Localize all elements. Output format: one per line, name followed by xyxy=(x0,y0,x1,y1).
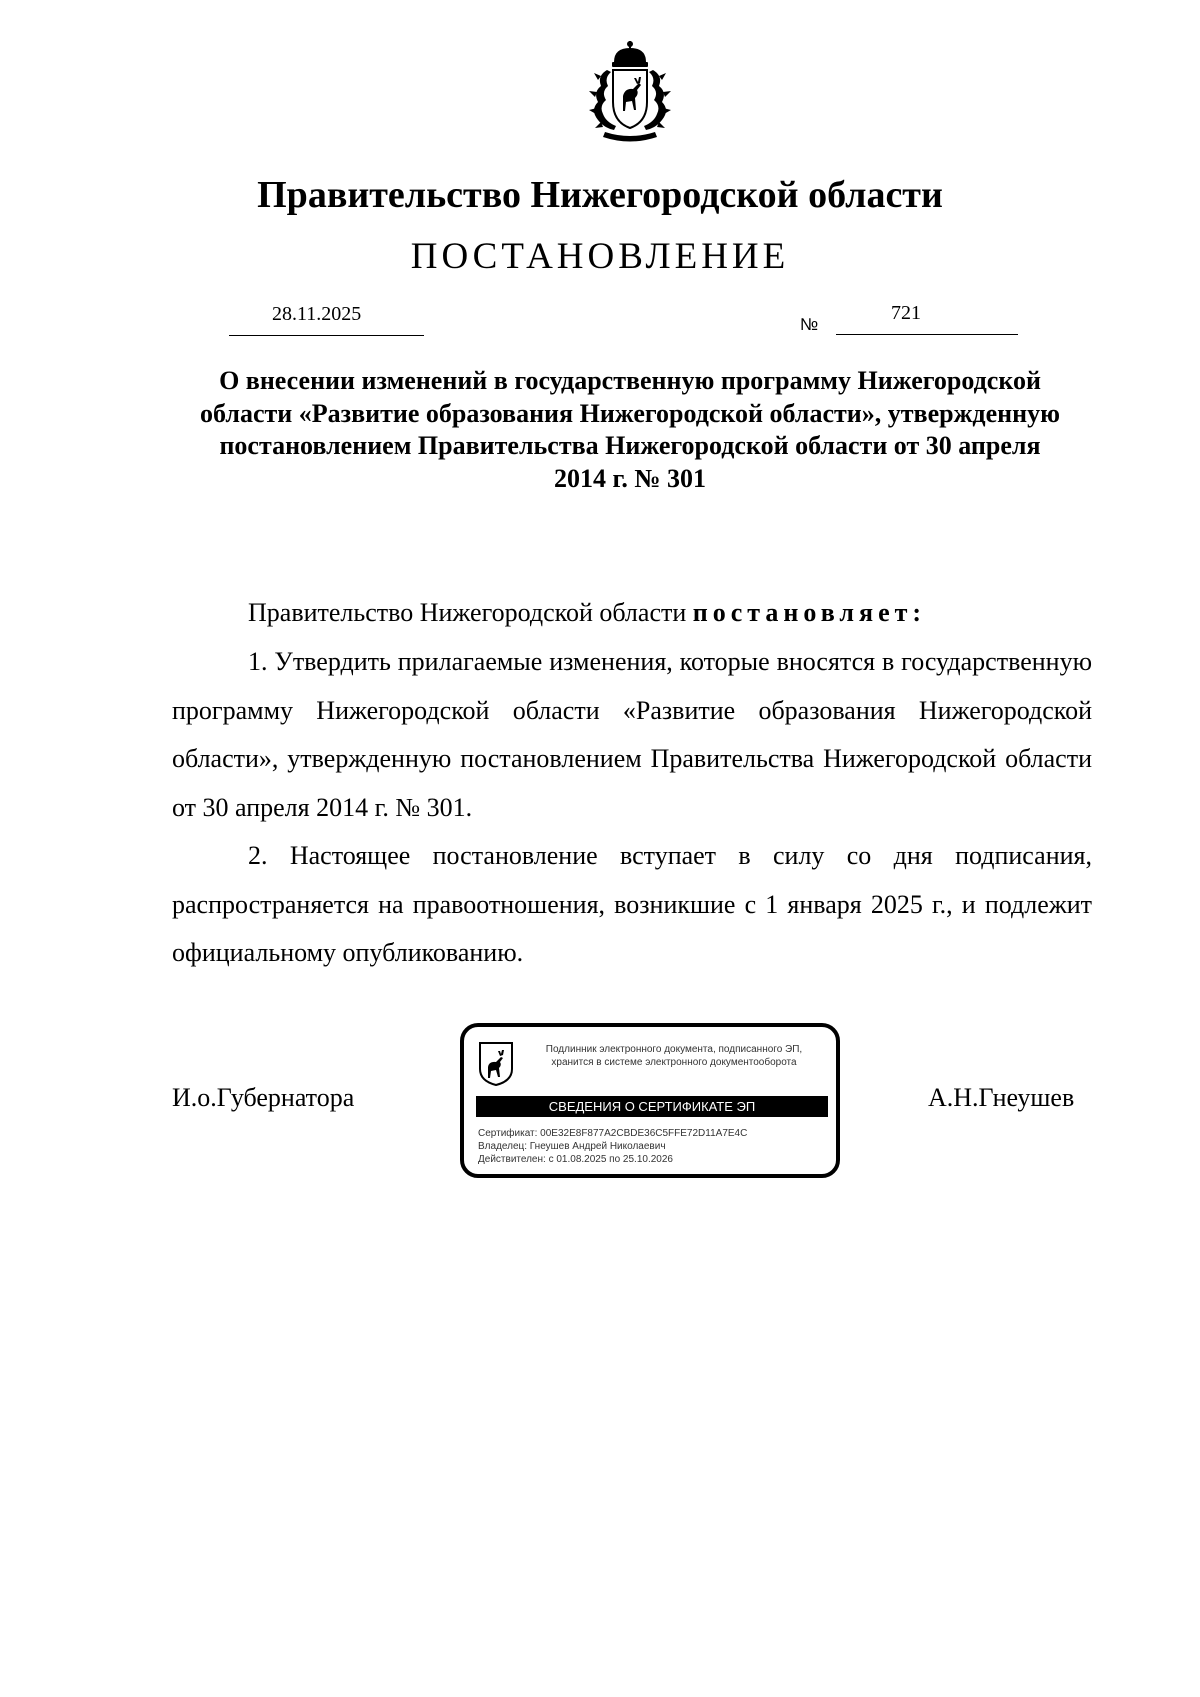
certificate-owner: Владелец: Гнеушев Андрей Николаевич xyxy=(478,1141,666,1152)
paragraph-1-text: 1. Утвердить прилагаемые изменения, которые вносятся в государственную программу Нижегородской области «Развитие образования Нижегородской области», утвержденную постановлением Правительства Нижегородской области от 30 апреля 2014 г. № 301. xyxy=(172,647,1092,822)
signatory-position: И.о.Губернатора xyxy=(172,1083,355,1112)
document-number-field xyxy=(836,302,1018,335)
enacting-clause-verb: постановляет: xyxy=(692,598,927,627)
document-date-field xyxy=(229,303,424,336)
document-date: 28.11.2025 xyxy=(272,303,362,325)
enacting-clause-prefix: Правительство Нижегородской области xyxy=(248,598,687,627)
document-type: ПОСТАНОВЛЕНИЕ xyxy=(410,236,790,277)
enacting-clause xyxy=(172,589,1092,638)
number-sign: № xyxy=(800,315,819,334)
document-number: 721 xyxy=(891,302,921,324)
paragraph-2 xyxy=(172,832,1092,978)
deer-shield-icon xyxy=(478,1041,514,1087)
certificate-validity: Действителен: с 01.08.2025 по 25.10.2026 xyxy=(478,1154,673,1165)
organization-title: Правительство Нижегородской области xyxy=(257,174,943,216)
certificate-number: Сертификат: 00E32E8F877A2CBDE36C5FFE72D11A7E4C xyxy=(478,1128,748,1139)
e-signature-stamp xyxy=(460,1023,840,1178)
paragraph-2-text: 2. Настоящее постановление вступает в силу со дня подписания, распространяется на правоотношения, возникшие с 1 января 2025 г., и подлежит официальному опубликованию. xyxy=(172,841,1092,967)
signatory-name: А.Н.Гнеушев xyxy=(928,1083,1075,1112)
coat-of-arms-icon xyxy=(577,40,683,144)
paragraph-1 xyxy=(172,638,1092,832)
document-subject: О внесении изменений в государственную программу Нижегородской области «Развитие образования Нижегородской области», утвержденную постановлением Правительства Нижегородской области от 30 апреля 2014 г. № 301 xyxy=(200,366,1060,493)
stamp-title-bar: СВЕДЕНИЯ О СЕРТИФИКАТЕ ЭП xyxy=(476,1096,828,1117)
stamp-note: Подлинник электронного документа, подписанного ЭП, хранится в системе электронного документооборота xyxy=(545,1044,803,1068)
